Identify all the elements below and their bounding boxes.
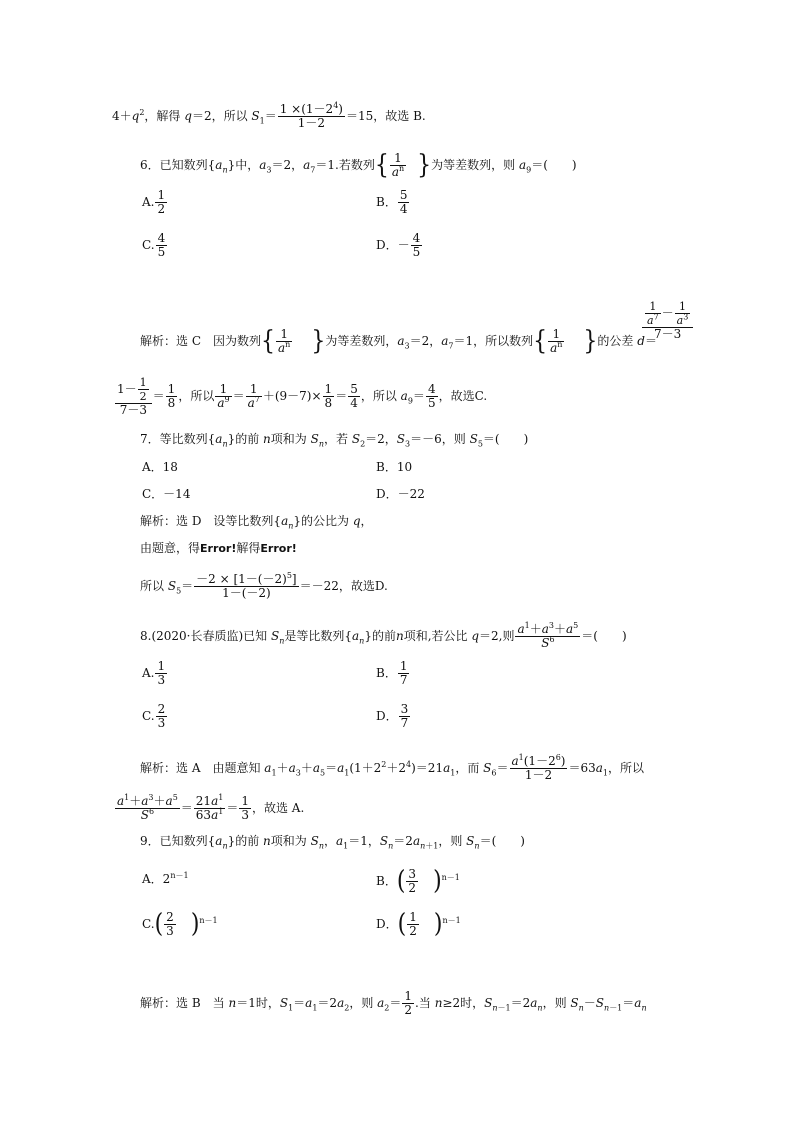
q5-solution-tail: $4+q^2$，解得 q＝2，所以 $S_1=$ $\frac{1 \times(1-2^4)}{1-2}$ ＝15，故选 B. <box>112 101 426 130</box>
q7-solution-line1: 解析：选 D 设等比数列$\{a_n\}$的公比为 q， <box>140 514 373 531</box>
q7-solution-line2: 由题意，得Error!解得Error! <box>140 541 297 555</box>
q6-option-b: B． $\frac{5}{4}$ <box>376 188 408 216</box>
q6-option-d: D．－ $\frac{4}{5}$ <box>376 231 421 259</box>
q9-option-d: D．( $\frac{1}{2}$ )$^{n-1}$ <box>376 908 461 939</box>
q7-option-b: B．10 <box>376 460 413 474</box>
q9-option-c: C.( $\frac{2}{3}$ )$^{n-1}$ <box>142 908 218 939</box>
q8-stem: 8.(2020·长春质监)已知 $S_n$是等比数列$\{a_n\}$的前n项和,若公比 q＝2,则 $\frac{a^1+a^3+a^5}{S^6}$ ＝( ) <box>140 621 627 650</box>
q9-solution-line1: 解析：选 B 当 n＝1时，$S_1=a_1=2a_2$，则 $a_2=$ $\frac{1}{2}$ .当 n≥2时，$S_{n-1}=2a_n$，则 $S_n-S_{n-1}=a_n$ <box>140 989 647 1017</box>
q7-option-d: D．－22 <box>376 487 425 501</box>
q6-option-a: A. $\frac{1}{2}$ <box>142 188 166 216</box>
q8-option-b: B． $\frac{1}{7}$ <box>376 659 408 687</box>
q9-stem: 9．已知数列$\{a_n\}$的前 n项和为 $S_n$，$a_1=1$，$S_n=2a_{n+1}$，则 $S_n=$( ) <box>140 834 525 851</box>
q7-solution-line3: 所以 $S_5=$ $\frac{-2 \times [1-(-2)^5]}{1-(-2)}$ ＝－22，故选D. <box>140 571 388 600</box>
q6-option-c: C. $\frac{4}{5}$ <box>142 231 166 259</box>
q6-stem: 6．已知数列$\{a_n\}$中，$a_3=2$，$a_7=1$.若数列{ $\frac{1}{a^n}$ }为等差数列，则 $a_9=$( ) <box>140 149 577 180</box>
q8-option-d: D． $\frac{3}{7}$ <box>376 702 409 730</box>
q6-solution-line2: 1－ $\frac{1}{2}$ 7－3 ＝ $\frac{1}{8}$ ，所以 $\frac{1}{a^9}$ ＝ $\frac{1}{a^7}$ ＋(9－7)× $\frac{1}{8}$ ＝ $\frac{5}{4}$ ，所以 $a_9=$ $\frac{4}{5}$ ，故选C. <box>117 376 488 417</box>
q8-solution-line1: 解析：选 A 由题意知 $a_1+a_3+a_5=a_1(1+2^2+2^4)=21a_1$，而 $S_6=$ $\frac{a^1(1-2^6)}{1-2}$ $=63a_1$，所以 <box>140 753 645 782</box>
q8-solution-line2: $\frac{a^1+a^3+a^5}{S^6}$ ＝ $\frac{21a^1}{63a^1}$ ＝ $\frac{1}{3}$ ，故选 A. <box>117 793 305 822</box>
q6-common-difference: $\frac{1}{a^7}$ － $\frac{1}{a^3}$ 7－3 <box>641 300 694 341</box>
q7-option-c: C．－14 <box>142 487 191 501</box>
q9-option-b: B．( $\frac{3}{2}$ )$^{n-1}$ <box>376 865 460 896</box>
q5-fraction: $\frac{1 \times(1-2^4)}{1-2}$ <box>279 101 343 130</box>
q9-option-a: A．$2^{n-1}$ <box>142 871 189 886</box>
q7-option-a: A．18 <box>142 460 178 474</box>
q6-solution-line1: 解析：选 C 因为数列{ $\frac{1}{a^n}$ }为等差数列，$a_3=2$，$a_7=1$，所以数列{ $\frac{1}{a^n}$ }的公差 d＝ <box>140 325 657 356</box>
q7-stem: 7．等比数列$\{a_n\}$的前 n项和为 $S_n$，若 $S_2=2$，$S_3=-6$，则 $S_5=$( ) <box>140 432 529 449</box>
q8-option-c: C. $\frac{2}{3}$ <box>142 702 166 730</box>
q8-option-a: A. $\frac{1}{3}$ <box>142 659 166 687</box>
